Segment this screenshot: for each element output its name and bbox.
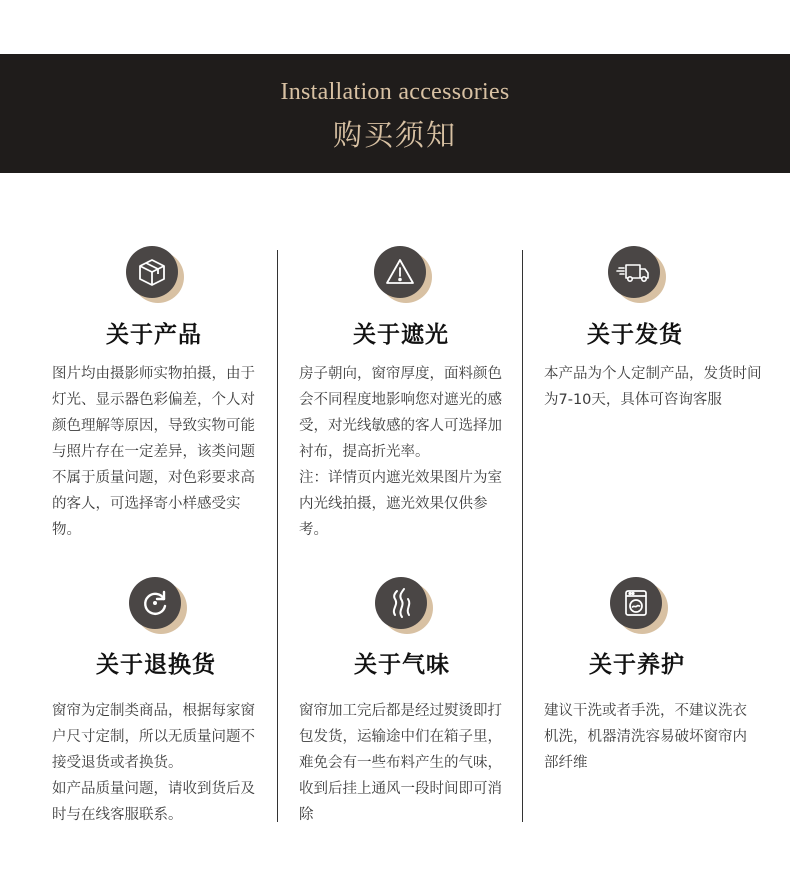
card-title: 关于遮光 <box>353 322 449 348</box>
header-banner <box>0 54 790 173</box>
card-body <box>52 698 266 828</box>
card-paragraph: 窗帘为定制类商品，根据每家窗户尺寸定制，所以无质量问题不接受退货或者换货。 <box>52 703 255 771</box>
card-paragraph: 本产品为个人定制产品，发货时间为7-10天，具体可咨询客服 <box>544 366 762 408</box>
card-title: 关于退换货 <box>96 652 216 678</box>
card-body <box>544 698 750 776</box>
card-body <box>299 698 511 828</box>
package-icon <box>126 246 184 304</box>
delivery-truck-icon <box>608 246 666 304</box>
card-paragraph: 建议干洗或者手洗，不建议洗衣机洗，机器清洗容易破坏窗帘内部纤维 <box>544 703 747 771</box>
refresh-icon <box>129 577 187 635</box>
card-body <box>299 361 511 543</box>
card-title: 关于气味 <box>354 652 450 678</box>
card-paragraph: 图片均由摄影师实物拍摄，由于灯光、显示器色彩偏差，个人对颜色理解等原因，导致实物可能与照片存在一定差异，该类问题不属于质量问题，对色彩要求高的客人，可选择寄小样感受实物。 <box>52 366 255 538</box>
card-body <box>52 361 264 543</box>
header-title-en: Installation accessories <box>280 79 510 105</box>
card-paragraph: 如产品质量问题，请收到货后及时与在线客服联系。 <box>52 781 255 823</box>
card-paragraph: 房子朝向，窗帘厚度，面料颜色会不同程度地影响您对遮光的感受，对光线敏感的客人可选择加衬布，提高折光率。 <box>299 366 502 460</box>
card-paragraph: 窗帘加工完后都是经过熨烫即打包发货，运输途中们在箱子里，难免会有一些布料产生的气味，收到后挂上通风一段时间即可消除 <box>299 703 502 823</box>
card-title: 关于养护 <box>589 652 685 678</box>
washing-machine-icon <box>610 577 668 635</box>
smell-icon <box>375 577 433 635</box>
card-title: 关于产品 <box>106 322 202 348</box>
card-body <box>544 361 766 413</box>
card-title: 关于发货 <box>587 322 683 348</box>
card-paragraph: 注：详情页内遮光效果图片为室内光线拍摄，遮光效果仅供参考。 <box>299 470 502 538</box>
column-divider-left <box>277 250 278 822</box>
header-title-cn: 购买须知 <box>332 118 457 152</box>
warning-icon <box>374 246 432 304</box>
